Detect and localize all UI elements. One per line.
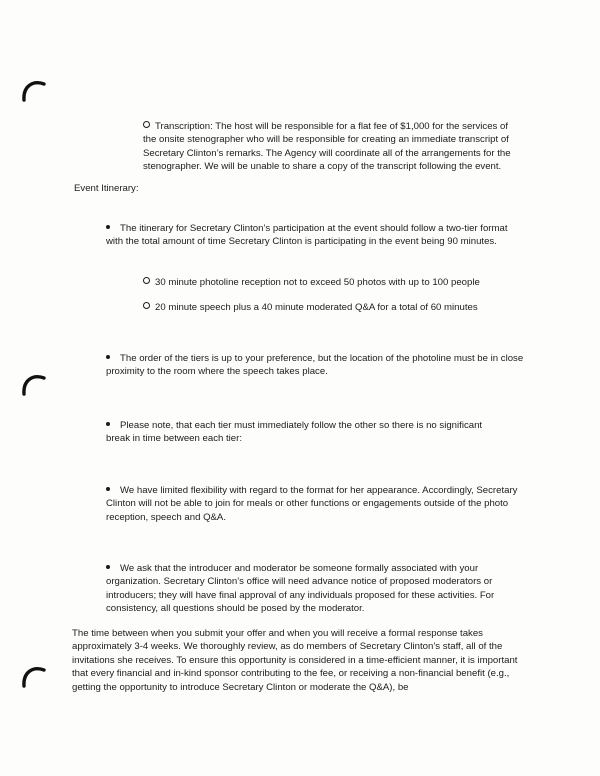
bullet-icon — [106, 487, 110, 491]
bullet-text-moderator: We ask that the introducer and moderator be someone formally associated with your organization. Secretary Clinton’s office will need advance notice of proposed moderators or introducers; they will have final approval of any individuals proposed for these activities. For consistency, all questions should be posed by the moderator. — [106, 563, 495, 615]
bullet-icon — [106, 225, 110, 229]
bullet-icon — [106, 565, 110, 569]
transcription-text: Transcription: The host will be responsible for a flat fee of $1,000 for the services of the onsite stenographer who will be responsible for creating an immediate transcript of Secretary Clinton’s remarks. The Agency will coordinate all of the arrangements for the stenographer. We will be unable to share a copy of the transcript following the event. — [143, 121, 511, 173]
hollow-bullet-icon — [143, 121, 150, 128]
tier-item-photoline — [143, 276, 523, 289]
bullet-icon — [106, 355, 110, 359]
bullet-item-tier-follow — [106, 419, 506, 446]
bullet-text-tier-follow: Please note, that each tier must immediately follow the other so there is no significant break in time between each tier: — [106, 420, 483, 445]
bullet-icon — [106, 422, 110, 426]
tier-item-speech — [143, 301, 523, 314]
itinerary-heading: Event Itinerary: — [74, 183, 139, 194]
transcription-item — [143, 120, 521, 174]
punch-hole-mark-bottom — [20, 664, 46, 690]
bullet-text-tier-order: The order of the tiers is up to your preference, but the location of the photoline must be in close proximity to the room where the speech takes place. — [106, 353, 524, 378]
bullet-item-format — [106, 484, 522, 524]
bullet-item-moderator — [106, 562, 506, 616]
bullet-item-tier-order — [106, 352, 524, 379]
hollow-bullet-icon — [143, 302, 150, 309]
hollow-bullet-icon — [143, 277, 150, 284]
punch-hole-mark-middle — [20, 372, 46, 398]
closing-paragraph: The time between when you submit your offer and when you will receive a formal response takes approximately 3-4 weeks. We thoroughly review, as do members of Secretary Clinton’s staff, all of the invitations she receives. To ensure this opportunity is considered in a time-efficient manner, it is important that every financial and in-kind sponsor contributing to the fee, or receiving a non-financial benefit (e.g., getting the opportunity to introduce Secretary Clinton or moderate the Q&A), be — [72, 628, 518, 693]
itinerary-intro-text: The itinerary for Secretary Clinton’s participation at the event should follow a two-tier format with the total amount of time Secretary Clinton is participating in the event being 90 minutes. — [106, 223, 508, 248]
tier-text-photoline: 30 minute photoline reception not to exceed 50 photos with up to 100 people — [155, 277, 480, 288]
itinerary-intro-item — [106, 222, 510, 249]
tier-text-speech: 20 minute speech plus a 40 minute moderated Q&A for a total of 60 minutes — [155, 302, 478, 313]
punch-hole-mark-top — [20, 78, 46, 104]
bullet-text-format: We have limited flexibility with regard to the format for her appearance. Accordingly, Secretary Clinton will not be able to join for meals or other functions or engagements outside of the photo reception, speech and Q&A. — [106, 485, 518, 523]
